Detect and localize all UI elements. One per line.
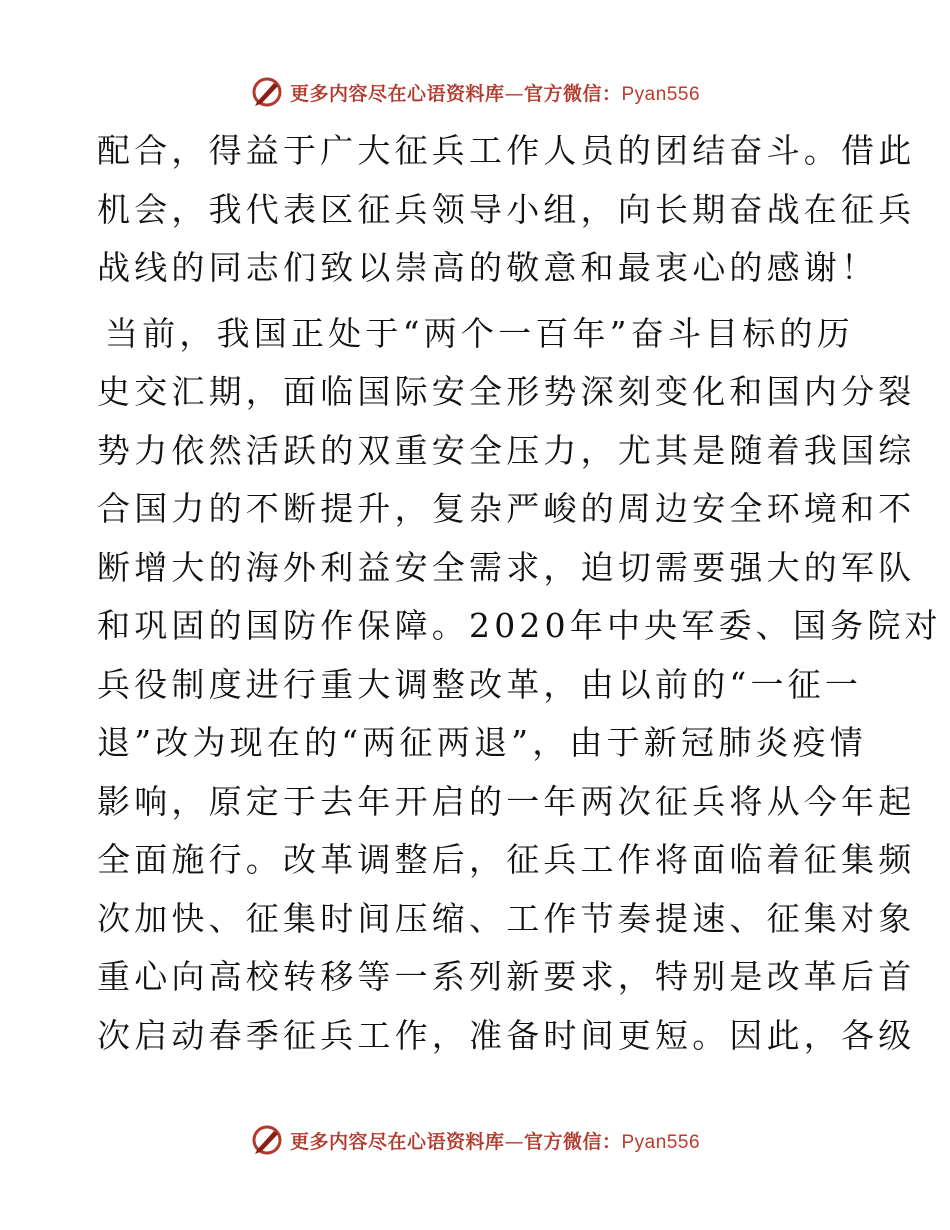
text-line: 兵役制度进行重大调整改革，由以前的“一征一: [97, 664, 863, 704]
text-line: 断增大的海外利益安全需求，迫切需要强大的军队: [97, 547, 916, 587]
text-line: 影响，原定于去年开启的一年两次征兵将从今年起: [97, 781, 916, 821]
watermark-separator: —: [504, 82, 524, 105]
header-watermark: [0, 72, 950, 112]
text-line: 和巩固的国防作保障。2020年中央军委、国务院对: [97, 606, 942, 645]
text-line: 当前，我国正处于“两个一百年”奋斗目标的历: [105, 313, 854, 353]
watermark-main-text: 更多内容尽在心语资料库: [289, 1130, 505, 1153]
text-line: 势力依然活跃的双重安全压力，尤其是随着我国综: [97, 430, 916, 470]
text-line: 史交汇期，面临国际安全形势深刻变化和国内分裂: [97, 372, 916, 411]
text-line: 合国力的不断提升，复杂严峻的周边安全环境和不: [97, 489, 916, 528]
pen-circle-logo-icon: [250, 75, 284, 109]
document-body: [97, 122, 942, 1065]
footer-watermark: [0, 1120, 950, 1160]
watermark-separator: —: [504, 1130, 524, 1153]
watermark-official-label: 官方微信：: [523, 1130, 622, 1153]
text-line: 退”改为现在的“两征两退”，由于新冠肺炎疫情: [97, 723, 868, 762]
text-line: 机会，我代表区征兵领导小组，向长期奋战在征兵: [97, 189, 916, 229]
watermark-handle: Pyan556: [621, 83, 701, 105]
watermark-handle: Pyan556: [621, 1131, 701, 1153]
watermark-main-text: 更多内容尽在心语资料库: [289, 82, 505, 105]
text-line: 战线的同志们致以崇高的敬意和最衷心的感谢！: [97, 248, 879, 287]
text-line: 次启动春季征兵工作，准备时间更短。因此，各级: [97, 1015, 916, 1055]
text-line: 全面施行。改革调整后，征兵工作将面临着征集频: [97, 840, 916, 879]
text-line: 重心向高校转移等一系列新要求，特别是改革后首: [97, 957, 916, 996]
pen-circle-logo-icon: [250, 1123, 284, 1157]
watermark-official-label: 官方微信：: [523, 82, 622, 105]
text-line: 次加快、征集时间压缩、工作节奏提速、征集对象: [97, 898, 916, 938]
text-line: 配合，得益于广大征兵工作人员的团结奋斗。借此: [97, 131, 916, 170]
